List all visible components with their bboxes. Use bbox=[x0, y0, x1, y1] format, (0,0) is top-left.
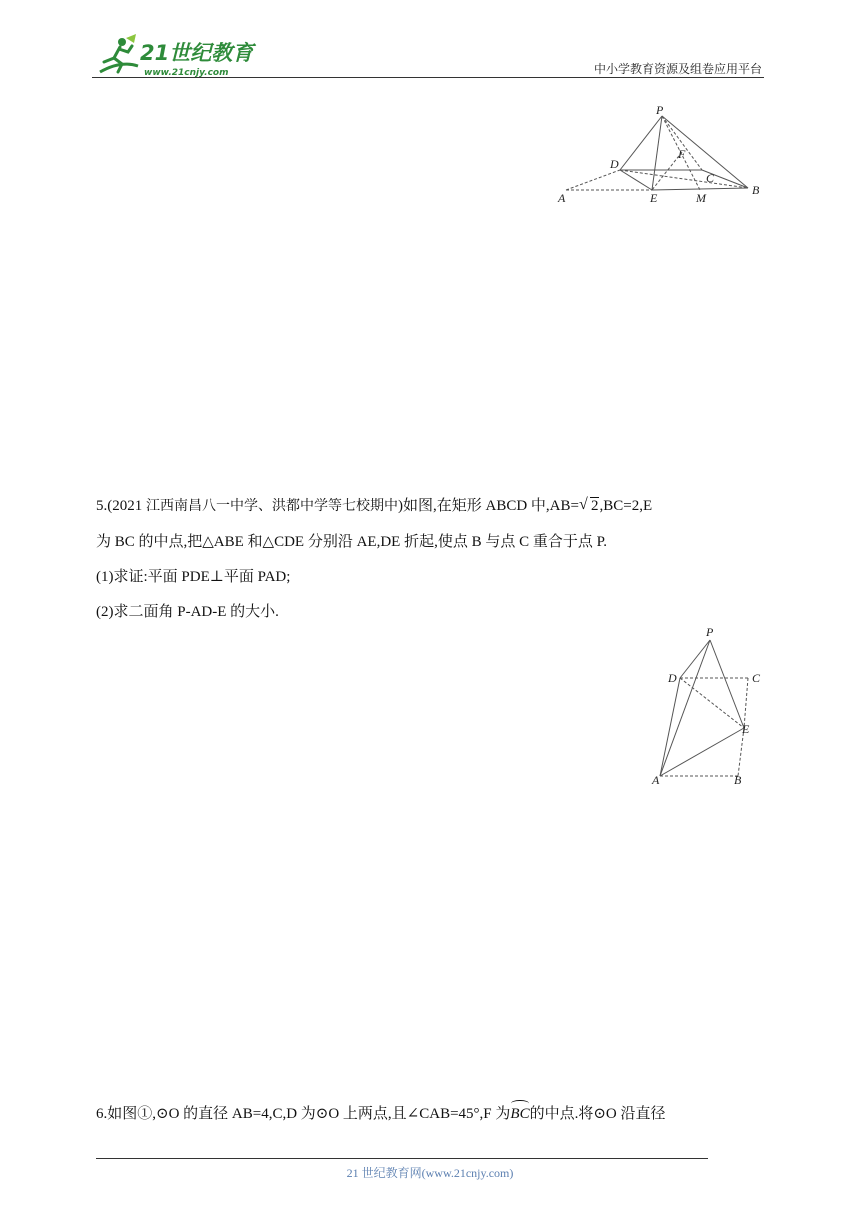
q6-text-a: 6.如图①,⊙O 的直径 AB=4,C,D 为⊙O 上两点,且∠CAB=45°,F 为 bbox=[96, 1106, 511, 1122]
fig1-label-d: D bbox=[610, 157, 619, 171]
fig2-label-e: E bbox=[742, 722, 750, 736]
q5-line2: 为 BC 的中点,把△ABE 和△CDE 分别沿 AE,DE 折起,使点 B 与点 C 重合于点 P. bbox=[96, 534, 608, 550]
logo-url: www.21cnjy.com bbox=[144, 68, 229, 78]
logo bbox=[92, 34, 262, 80]
sqrt-radicand: 2 bbox=[590, 498, 599, 514]
header-divider bbox=[92, 77, 764, 78]
fig1-label-e: E bbox=[650, 191, 658, 205]
figure-folded-rectangle bbox=[644, 624, 774, 790]
figure-pyramid bbox=[548, 104, 768, 208]
q5-text-b: ,BC=2,E bbox=[599, 498, 653, 514]
fig2-label-p: P bbox=[706, 625, 714, 639]
q5-number: 5.(2021 bbox=[96, 498, 146, 514]
fig1-label-f: F bbox=[678, 147, 686, 161]
q5-part1: (1)求证:平面 PDE⊥平面 PAD; bbox=[96, 569, 291, 585]
arc-text: BC bbox=[510, 1106, 530, 1122]
fig1-label-m: M bbox=[696, 191, 706, 205]
footer-divider bbox=[96, 1158, 708, 1159]
sqrt-expression bbox=[579, 496, 600, 516]
fig2-label-a: A bbox=[652, 773, 660, 787]
fig2-label-d: D bbox=[668, 671, 677, 685]
fig2-label-b: B bbox=[734, 773, 742, 787]
footer-text: 21 世纪教育网(www.21cnjy.com) bbox=[346, 1166, 514, 1180]
q5-line1 bbox=[96, 496, 652, 516]
logo-text: 21世纪教育 bbox=[140, 41, 254, 65]
radical-sign: √ bbox=[578, 496, 588, 513]
q6-text-b: 的中点.将⊙O 沿直径 bbox=[529, 1106, 666, 1122]
header-platform-text: 中小学教育资源及组卷应用平台 bbox=[593, 62, 762, 76]
fig2-label-c: C bbox=[752, 671, 761, 685]
fig1-label-c: C bbox=[706, 171, 715, 185]
q6-line1 bbox=[96, 1104, 665, 1124]
arc-mark bbox=[511, 1100, 528, 1107]
fig1-label-p: P bbox=[656, 104, 664, 117]
q5-text-a: )如图,在矩形 ABCD 中,AB= bbox=[398, 498, 579, 514]
runner-icon bbox=[100, 34, 138, 72]
fig1-label-b: B bbox=[752, 183, 760, 197]
fig1-label-a: A bbox=[558, 191, 566, 205]
q5-source: 江西南昌八一中学、洪都中学等七校期中 bbox=[146, 498, 398, 514]
arc-bc bbox=[510, 1104, 529, 1124]
q5-part2: (2)求二面角 P-AD-E 的大小. bbox=[96, 604, 279, 620]
